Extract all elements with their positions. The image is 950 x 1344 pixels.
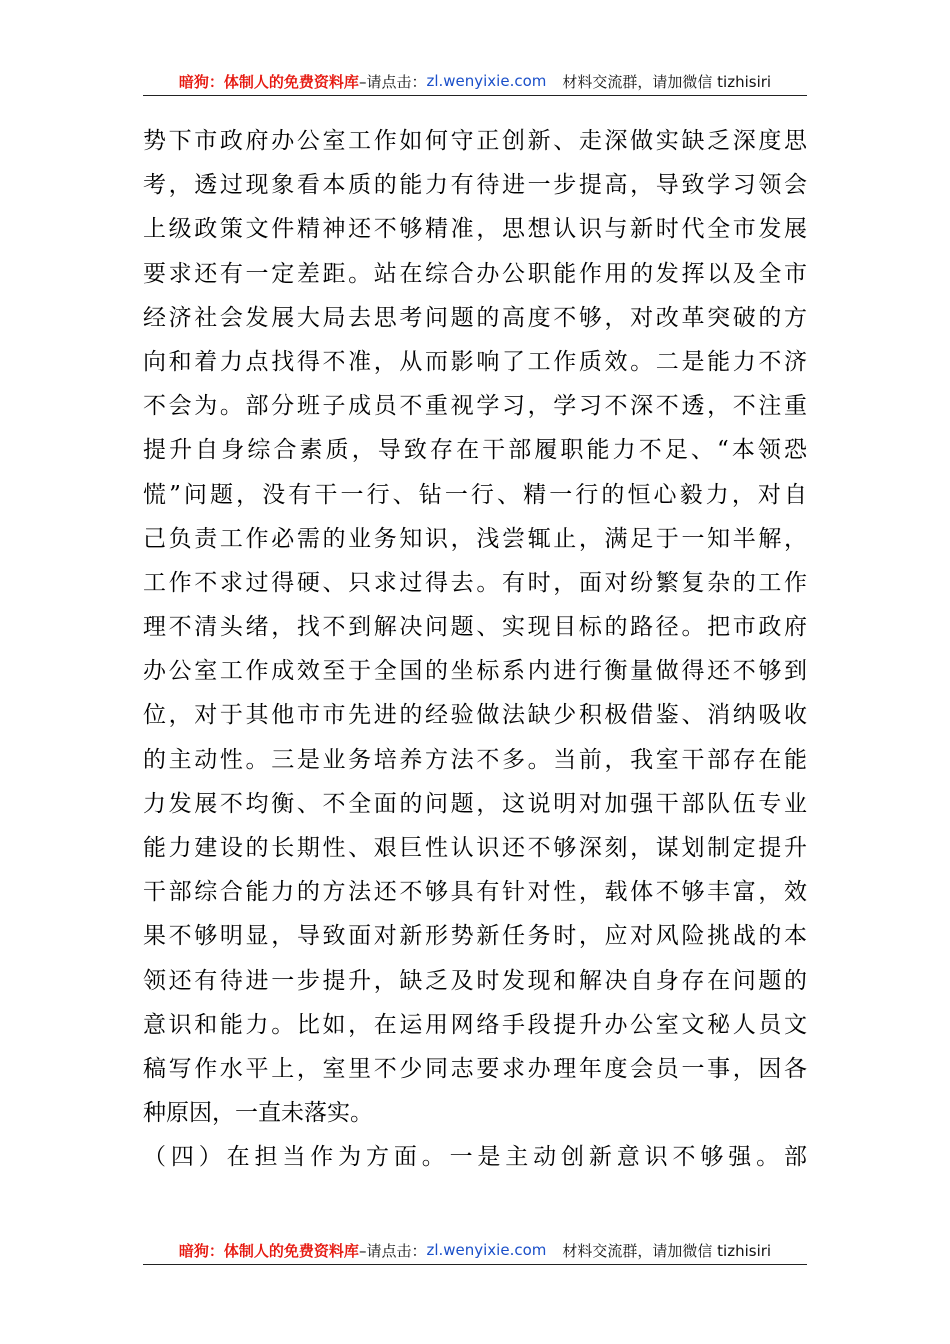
- body-line: 的主动性。三是业务培养方法不多。当前，我室干部存在能: [143, 746, 807, 773]
- body-line: 提升自身综合素质，导致存在干部履职能力不足、“本领恐: [143, 437, 807, 464]
- body-line: 要求还有一定差距。站在综合办公职能作用的发挥以及全市: [143, 260, 807, 287]
- header-click-prompt: –请点击：: [358, 72, 427, 91]
- body-line: 上级政策文件精神还不够精准，思想认识与新时代全市发展: [143, 216, 807, 243]
- body-line: 势下市政府办公室工作如何守正创新、走深做实缺乏深度思: [143, 128, 807, 154]
- body-line: 稿写作水平上，室里不少同志要求办理年度会员一事，因各: [143, 1055, 807, 1082]
- body-line: 向和着力点找得不准，从而影响了工作质效。二是能力不济: [143, 348, 807, 375]
- body-line: 干部综合能力的方法还不够具有针对性，载体不够丰富，效: [143, 879, 807, 906]
- header-group-note: 材料交流群，请加微信 tizhisiri: [562, 72, 772, 91]
- body-line: 位，对于其他市市先进的经验做法缺少积极借鉴、消纳吸收: [143, 702, 807, 729]
- body-line: 办公室工作成效至于全国的坐标系内进行衡量做得还不够到: [143, 658, 807, 685]
- body-line: 考，透过现象看本质的能力有待进一步提高，导致学习领会: [143, 172, 807, 199]
- body-line: 经济社会发展大局去思考问题的高度不够，对改革突破的方: [143, 304, 807, 331]
- body-line: 意识和能力。比如，在运用网络手段提升办公室文秘人员文: [143, 1011, 807, 1038]
- body-line: 力发展不均衡、不全面的问题，这说明对加强干部队伍专业: [143, 790, 807, 817]
- body-line: 领还有待进一步提升，缺乏及时发现和解决自身存在问题的: [143, 967, 807, 994]
- body-line: 不会为。部分班子成员不重视学习，学习不深不透，不注重: [143, 393, 807, 420]
- footer-brand: 暗狗：体制人的免费资料库: [178, 1241, 359, 1260]
- document-body: [143, 119, 807, 1180]
- body-line: 种原因，一直未落实。: [143, 1100, 373, 1127]
- page-footer: [143, 1237, 807, 1263]
- body-line: 理不清头绪，找不到解决问题、实现目标的路径。把市政府: [143, 614, 807, 641]
- body-line: 工作不求过得硬、只求过得去。有时，面对纷繁复杂的工作: [143, 569, 807, 596]
- footer-click-prompt: –请点击：: [358, 1241, 427, 1260]
- footer-rule: [143, 1264, 807, 1265]
- body-line: 果不够明显，导致面对新形势新任务时，应对风险挑战的本: [143, 923, 807, 950]
- header-brand: 暗狗：体制人的免费资料库: [178, 72, 359, 91]
- header-url-link[interactable]: zl.wenyixie.com: [426, 72, 547, 90]
- body-line: 能力建设的长期性、艰巨性认识还不够深刻，谋划制定提升: [143, 835, 807, 861]
- header-rule: [143, 95, 807, 96]
- footer-group-note: 材料交流群，请加微信 tizhisiri: [562, 1241, 772, 1260]
- section-heading-line: （四）在担当作为方面。一是主动创新意识不够强。部: [143, 1144, 807, 1171]
- body-line: 慌”问题，没有干一行、钻一行、精一行的恒心毅力，对自: [143, 481, 807, 508]
- body-line: 己负责工作必需的业务知识，浅尝辄止，满足于一知半解，: [143, 525, 807, 552]
- footer-url-link[interactable]: zl.wenyixie.com: [426, 1241, 547, 1259]
- page-header: [143, 68, 807, 94]
